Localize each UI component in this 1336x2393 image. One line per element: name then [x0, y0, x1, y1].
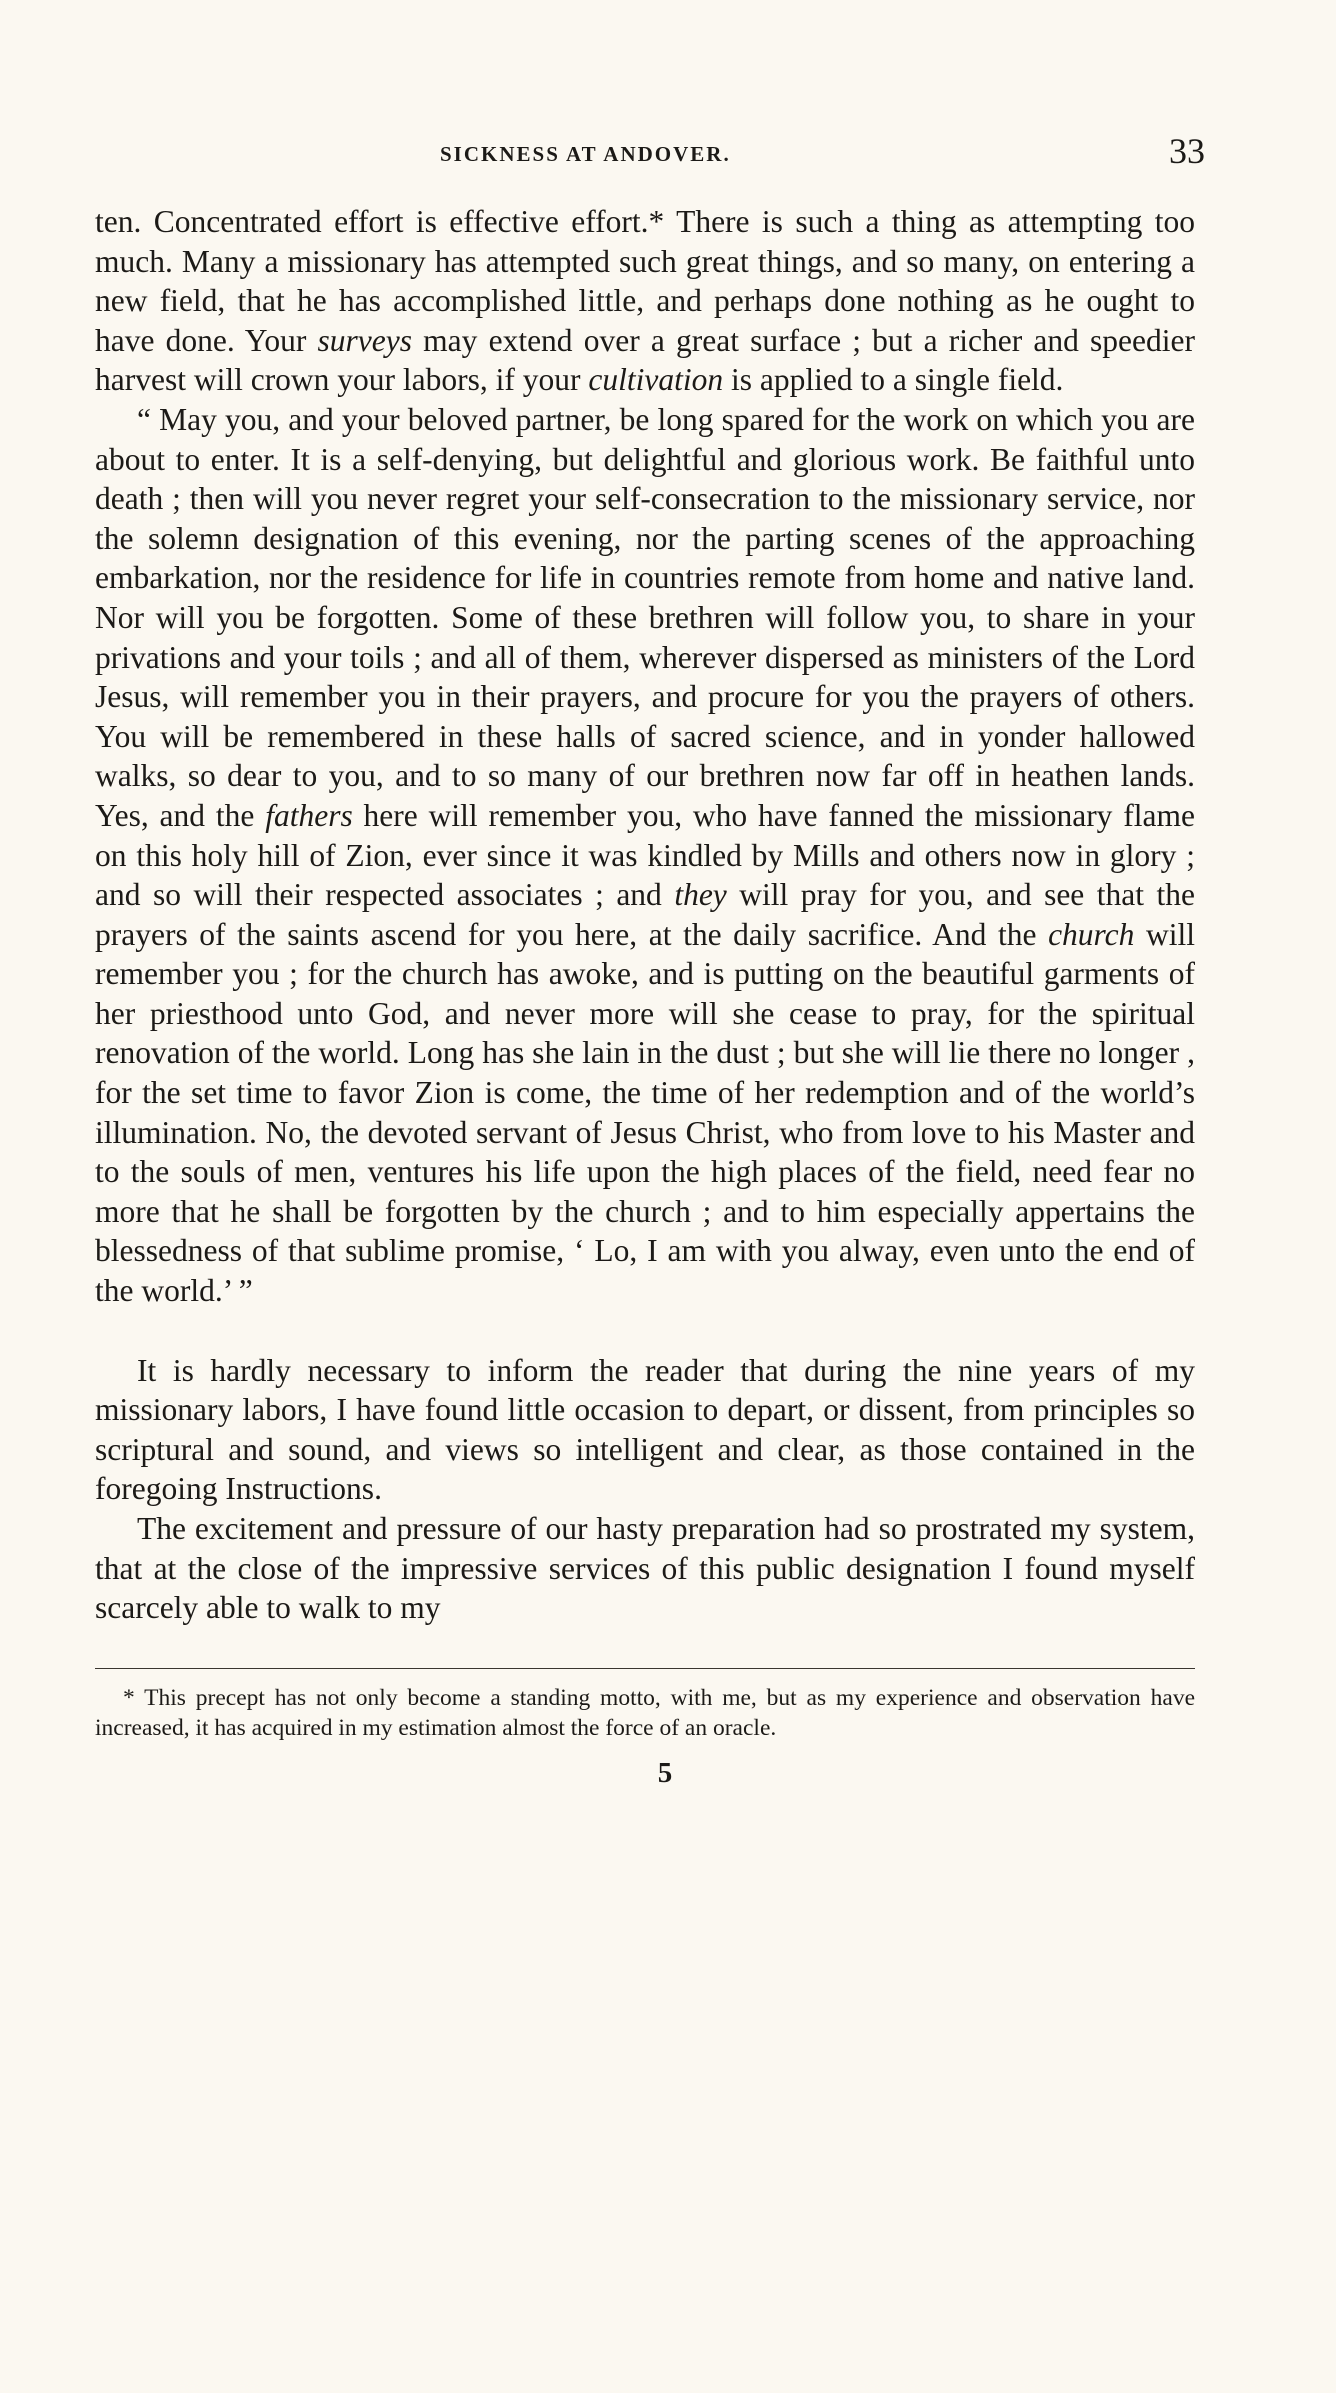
signature-mark: 5 [657, 1756, 673, 1789]
paragraph-3: It is hardly necessary to inform the reader that during the nine years of my missionary labors, I have found little occasion to depart, or dissent, from principles so scriptural and sound, and views so intelligent and clear, as those contained in the foregoing Instructions. [95, 1352, 1195, 1507]
paragraph-2: “ May you, and your beloved partner, be long spared for the work on which you are about to enter. It is a self-denying, but delightful and glorious work. Be faithful unto death ; then will you never regret your self-consecration to the missionary service, nor the solemn designation of this evening, nor the parting scenes of the approaching embarkation, nor the residence for life in countries remote from home and native land. Nor will you be forgotten. Some of these brethren will follow you, to share in your privations and your toils ; and all of them, wherever dispersed as ministers of the Lord Jesus, will remember you in their prayers, and procure for you the prayers of others. You will be remembered in these halls of sacred science, and in yonder hallowed walks, so dear to you, and to so many of our brethren now far off in heathen lands. Yes, and the fathers here will remember you, who have fanned the missionary flame on this holy hill of Zion, ever since it was kindled by Mills and others now in glory ; and so will their respected associates ; and they will pray for you, and see that the prayers of the saints ascend for you here, at the daily sacrifice. And the church will remember you ; for the church has awoke, and is putting on the beautiful garments of her priesthood unto God, and never more will she cease to pray, for the spiritual renovation of the world. Long has she lain in the dust ; but she will lie there no longer , for the set time to favor Zion is come, the time of her redemption and of the world’s illumination. No, the devoted servant of Jesus Christ, who from love to his Master and to the souls of men, ventures his life upon the high places of the field, need fear no more that he shall be forgotten by the church ; and to him especially appertains the blessedness of that sublime promise, ‘ Lo, I am with you alway, even unto the end of the world.’ ” [95, 401, 1195, 1309]
paragraph-1: ten. Concentrated effort is effective effort.* There is such a thing as attempting too much. Many a missionary has attempted such great things, and so many, on entering a new field, that he has accomplished little, and perhaps done nothing as he ought to have done. Your surveys may extend over a great surface ; but a richer and speedier harvest will crown your labors, if your cultivation is applied to a single field. [95, 204, 1195, 398]
body-text [95, 202, 1195, 1628]
book-page [95, 130, 1205, 1790]
page-number: 33 [1169, 131, 1205, 171]
running-title: SICKNESS AT ANDOVER. [440, 142, 731, 166]
footnote-rule [95, 1668, 1195, 1669]
emphasis-surveys: surveys [317, 322, 412, 358]
footnote: * This precept has not only become a standing motto, with me, but as my experience and observation have increased, it has acquired in my estimation almost the force of an oracle. [95, 1684, 1195, 1741]
paragraph-4: The excitement and pressure of our hasty preparation had so prostrated my system, that at the close of the impressive services of this public designation I found myself scarcely able to walk to my [95, 1511, 1195, 1626]
emphasis-church: church [1048, 916, 1135, 952]
emphasis-fathers: fathers [265, 797, 353, 833]
emphasis-they: they [674, 877, 727, 913]
emphasis-cultivation: cultivation [588, 362, 724, 398]
running-head [95, 130, 1205, 190]
